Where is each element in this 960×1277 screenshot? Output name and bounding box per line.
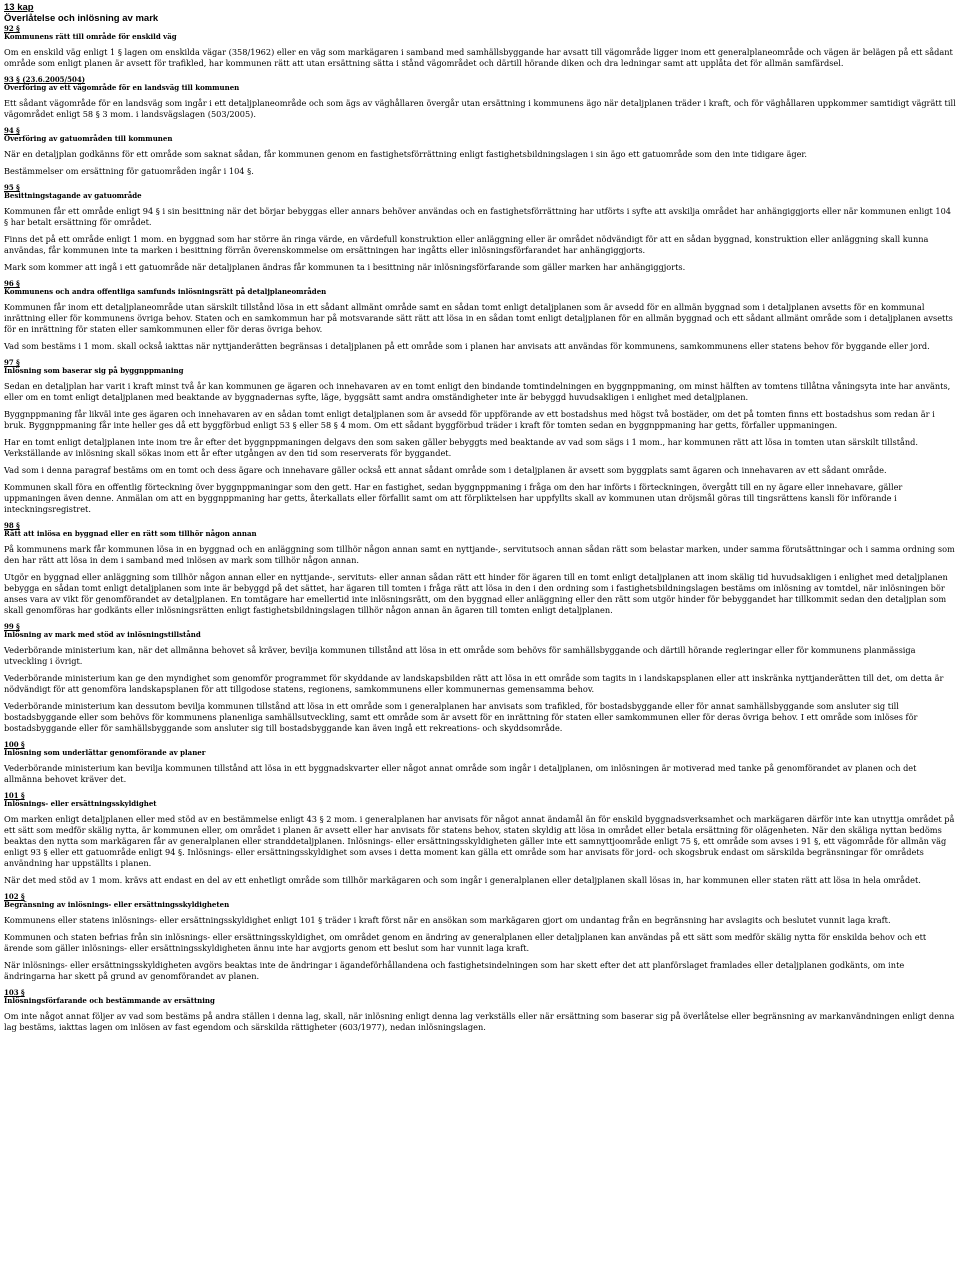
section-paragraph: Om en enskild väg enligt 1 § lagen om enskilda vägar (358/1962) eller en väg som markägaren i samband med samhällsbyggande har avsatt till vägområde ligger inom ett generalplaneområde och vägen är belägen på ett sådant område som enligt planen är avsett för trafikled, har kommunen rätt att utan ersättning sätta i stånd vägområdet och därtill hörande diken och dra ledningar samt att upplåta det för allmän samfärdsel. bbox=[4, 47, 953, 68]
section-number-link[interactable]: 103 § bbox=[4, 988, 25, 997]
section-number-link[interactable]: 100 § bbox=[4, 740, 25, 749]
section-paragraph: Vederbörande ministerium kan ge den myndighet som genomför programmet för skyddande av landskapsbilden rätt att lösa in ett område som tagits in i landskapsplanen eller att inskränka nyttjanderätten till det, om detta är nödvändigt för att genomföra landskapsplanen för att tillgodose statens, regionens, samkommunens eller kommunernas gemensamma behov. bbox=[4, 673, 944, 694]
sections-container bbox=[4, 25, 956, 1033]
section-heading: Inlösningsförfarande och bestämmande av ersättning bbox=[4, 996, 215, 1005]
section bbox=[4, 792, 956, 886]
section bbox=[4, 127, 956, 177]
section-paragraph: När en detaljplan godkänns för ett område som saknat sådan, får kommunen genom en fastighetsförrättning enligt fastighetsbildningslagen i sin ägo ett gatuområde som den inte tidigare äger. bbox=[4, 149, 808, 159]
section-number-link[interactable]: 98 § bbox=[4, 521, 20, 530]
section-number-link[interactable]: 97 § bbox=[4, 358, 20, 367]
section bbox=[4, 359, 956, 515]
section bbox=[4, 184, 956, 273]
section bbox=[4, 76, 956, 120]
section bbox=[4, 741, 956, 785]
section-number-link[interactable]: 96 § bbox=[4, 279, 20, 288]
section-heading: Överföring av ett vägområde för en landsväg till kommunen bbox=[4, 83, 240, 92]
section-paragraph: Kommunen får inom ett detaljplaneområde utan särskilt tillstånd lösa in ett sådant allmänt område samt en sådan tomt enligt detaljplanen som är avsedd för en allmän byggnad som i detaljplanen avsetts för en kommunal inrättning eller för kommunens övriga behov. Staten och en samkommun har på motsvarande sätt rätt att lösa in en sådan tomt enligt detaljplanen för en allmän byggnad och ett sådant allmänt område som i detaljplanen avsetts för en inrättning för staten eller samkommunen eller för deras övriga behov. bbox=[4, 302, 953, 334]
section-paragraph: Om inte något annat följer av vad som bestäms på andra ställen i denna lag, skall, när inlösning enligt denna lag verkställs eller när ersättning som baserar sig på överlåtelse eller begränsning av markanvändningen enligt denna lag bestäms, iakttas lagen om inlösen av fast egendom och särskilda rättigheter (603/1977), nedan inlösningslagen. bbox=[4, 1011, 955, 1032]
section-paragraph: Utgör en byggnad eller anläggning som tillhör någon annan eller en nyttjande-, servituts- eller annan sådan rätt ett hinder för ägaren till en tomt enligt detaljplanen att inom skälig tid huvudsakligen i enlighet med detaljplanen bebygga en sådan tomt enligt detaljplanen som inte är bebyggd på det sättet, har ägaren till tomten i fråga rätt att lösa in den i den ordning som i fastighetsbildningslagen bestäms om inlösning av tomtdel, när inlösningen bör anses vara av vikt för genomförandet av detaljplanen. En tomtägare har emellertid inte inlösningsrätt, om den byggnad eller anläggning eller den rätt som utgör hinder för bebyggandet har tillkommit sedan den detaljplan som skall genomföras har godkänts eller inlösningsrätten enligt fastighetsbildningslagen tillhör någon annan än ägaren till tomten enligt detaljplanen. bbox=[4, 572, 948, 615]
section-number-link[interactable]: 93 § (23.6.2005/504) bbox=[4, 75, 86, 84]
section-paragraph: När det med stöd av 1 mom. krävs att endast en del av ett enhetligt område som tillhör markägaren och som ingår i generalplanen eller detaljplanen skall lösas in, har kommunen eller staten rätt att lösa in hela området. bbox=[4, 875, 921, 885]
section-paragraph: Vederbörande ministerium kan dessutom bevilja kommunen tillstånd att lösa in ett område som i generalplanen har anvisats som trafikled, för bostadsbyggande eller för annat samhällsbyggande som ansluter sig till bostadsbyggande eller som behövs för kommunens planenliga samhällsutveckling, samt ett område som är avsett för en inrättning för staten eller samkommunen eller för deras övriga behov. I ett område som inlöses för bostadsbyggande eller för samhällsbyggande som ansluter sig till bostadsbyggande kan även ingå ett rekreations- och skyddsområde. bbox=[4, 701, 918, 733]
section-number-link[interactable]: 95 § bbox=[4, 183, 20, 192]
section-paragraph: Har en tomt enligt detaljplanen inte inom tre år efter det byggnppmaningen delgavs den som saken gäller bebyggts med beaktande av vad som sägs i 1 mom., har kommunen rätt att lösa in tomten utan särskilt tillstånd. Verkställande av inlösning skall sökas inom ett år efter utgången av den tid som reserverats för byggandet. bbox=[4, 437, 919, 458]
section-heading: Besittningstagande av gatuområde bbox=[4, 191, 142, 200]
section bbox=[4, 989, 956, 1033]
section-heading: Inlösning som underlättar genomförande av planer bbox=[4, 748, 206, 757]
section-paragraph: På kommunens mark får kommunen lösa in en byggnad och en anläggning som tillhör någon annan samt en nyttjande-, servitutsoch annan sådan rätt som belastar marken, under samma förutsättningar och i samma ordning som den har rätt att lösa in dem i samband med inlösen av mark som tillhör någon annan. bbox=[4, 544, 955, 565]
section-number-link[interactable]: 92 § bbox=[4, 24, 20, 33]
chapter-number: 13 kap bbox=[4, 2, 34, 13]
section bbox=[4, 280, 956, 352]
section-paragraph: Sedan en detaljplan har varit i kraft minst två år kan kommunen ge ägaren och innehavaren av en tomt enligt den bindande tomtindelningen en byggnppmaning, om minst hälften av tomtens tillåtna våningsyta inte har använts, eller om en tomt enligt detaljplanen med beaktande av byggnadernas syfte, läge, byggsätt samt andra omständigheter inte är bebyggd huvudsakligen i enlighet med detaljplanen. bbox=[4, 381, 951, 402]
section-paragraph: Bestämmelser om ersättning för gatuområden ingår i 104 §. bbox=[4, 166, 254, 176]
section-heading: Begränsning av inlösnings- eller ersättningsskyldigheten bbox=[4, 900, 230, 909]
section-heading: Rätt att inlösa en byggnad eller en rätt som tillhör någon annan bbox=[4, 529, 257, 538]
chapter-title: Överlåtelse och inlösning av mark bbox=[4, 13, 159, 24]
section-heading: Inlösning som baserar sig på byggnppmaning bbox=[4, 366, 184, 375]
section bbox=[4, 623, 956, 734]
section-heading: Inlösning av mark med stöd av inlösningstillstånd bbox=[4, 630, 201, 639]
section bbox=[4, 25, 956, 69]
section bbox=[4, 893, 956, 982]
section bbox=[4, 522, 956, 616]
section-paragraph: Ett sådant vägområde för en landsväg som ingår i ett detaljplaneområde och som ägs av väghållaren övergår utan ersättning i kommunens ägo när detaljplanen träder i kraft, och för väghållaren uppkommer samtidigt vägrätt till vägområdet enligt 58 § 3 mom. i landsvägslagen (503/2005). bbox=[4, 98, 956, 119]
section-number-link[interactable]: 102 § bbox=[4, 892, 25, 901]
section-heading: Kommunens rätt till område för enskild väg bbox=[4, 32, 177, 41]
section-heading: Kommunens och andra offentliga samfunds inlösningsrätt på detaljplaneområden bbox=[4, 287, 327, 296]
section-heading: Inlösnings- eller ersättningsskyldighet bbox=[4, 799, 157, 808]
section-number-link[interactable]: 94 § bbox=[4, 126, 20, 135]
section-number-link[interactable]: 99 § bbox=[4, 622, 20, 631]
section-paragraph: Byggnppmaning får likväl inte ges ägaren och innehavaren av en sådan tomt enligt detaljplanen som är avsedd för uppförande av ett bostadshus med högst två bostäder, om det på tomten finns ett bostadshus som redan är i bruk. Byggnppmaning får inte heller ges då ett byggförbud enligt 53 § eller 58 § 4 mom. Om ett sådant byggförbud träder i kraft för tomten sedan en byggnppmaning har getts, förfaller uppmaningen. bbox=[4, 409, 935, 430]
section-heading: Överföring av gatuområden till kommunen bbox=[4, 134, 173, 143]
section-paragraph: Vad som i denna paragraf bestäms om en tomt och dess ägare och innehavare gäller också ett annat sådant område som i detaljplanen är avsett som byggplats samt ägaren och innehavaren av ett sådant område. bbox=[4, 465, 887, 475]
section-number-link[interactable]: 101 § bbox=[4, 791, 25, 800]
section-paragraph: Om marken enligt detaljplanen eller med stöd av en bestämmelse enligt 43 § 2 mom. i generalplanen har anvisats för något annat ändamål än för enskild byggnadsverksamhet och markägaren därför inte kan utnyttja området på ett sätt som medför skälig nytta, är kommunen eller, om området i planen är avsett eller har anvisats för statens behov, staten skyldig att lösa in området eller betala ersättning för olägenheten. När den skäliga nyttan bedöms beaktas den nytta som markägaren får av generalplanen eller stranddetaljplanen. Inlösnings- eller ersättningsskyldigheten gäller inte ett samnyttjoområde enligt 75 §, ett område som avses i 91 §, ett vägområde för allmän väg enligt 93 § eller ett gatuområde enligt 94 §. Inlösnings- eller ersättningsskyldighet som avses i detta moment kan gälla ett område som har anvisats för jord- och skogsbruk endast om särskilda begränsningar för områdets användning har uppställts i planen. bbox=[4, 814, 955, 868]
section-paragraph: När inlösnings- eller ersättningsskyldigheten avgörs beaktas inte de ändringar i ägandeförhållandena och fastighetsindelningen som har skett efter det att planförslaget framlades eller detaljplanen godkänts, om inte ändringarna har skett på grund av genomförandet av planen. bbox=[4, 960, 905, 981]
section-paragraph: Kommunen får ett område enligt 94 § i sin besittning när det börjar bebyggas eller annars behöver användas och en fastighetsförrättning har utförts i syfte att avskilja området har anhängiggjorts eller när kommunen enligt 104 § har betalt ersättning för området. bbox=[4, 206, 951, 227]
section-paragraph: Finns det på ett område enligt 1 mom. en byggnad som har större än ringa värde, en värdefull konstruktion eller anläggning eller är området nödvändigt för att en sådan byggnad, konstruktion eller anläggning skall kunna användas, får kommunen inte ta marken i besittning förrän överenskommelse om ersättningen har ingåtts eller inlösningsförfarandet har anhängiggjorts. bbox=[4, 234, 929, 255]
section-paragraph: Kommunen och staten befrias från sin inlösnings- eller ersättningsskyldighet, om området genom en ändring av generalplanen eller detaljplanen kan användas på ett sätt som medför skälig nytta för enskilda behov och ett ärende som gäller inlösnings- eller ersättningsskyldigheten ännu inte har avgjorts genom ett beslut som har vunnit laga kraft. bbox=[4, 932, 927, 953]
section-paragraph: Mark som kommer att ingå i ett gatuområde när detaljplanen ändras får kommunen ta i besittning när inlösningsförfarande som gäller marken har anhängiggjorts. bbox=[4, 262, 686, 272]
section-paragraph: Vederbörande ministerium kan bevilja kommunen tillstånd att lösa in ett byggnadskvarter eller något annat område som ingår i detaljplanen, om inlösningen är motiverad med tanke på genomförandet av planen och det allmänna behovet kräver det. bbox=[4, 763, 917, 784]
section-paragraph: Vederbörande ministerium kan, när det allmänna behovet så kräver, bevilja kommunen tillstånd att lösa in ett område som behövs för samhällsbyggande och därtill hörande regleringar eller för kommunens planmässiga utveckling i övrigt. bbox=[4, 645, 916, 666]
section-paragraph: Vad som bestäms i 1 mom. skall också iakttas när nyttjanderätten begränsas i detaljplanen på ett område som i planen har anvisats att användas för kommunens, samkommunens eller statens behov för byggande eller jord. bbox=[4, 341, 930, 351]
section-paragraph: Kommunen skall föra en offentlig förteckning över byggnppmaningar som den gett. Har en fastighet, sedan byggnppmaning i fråga om den har införts i förteckningen, övergått till en ny ägare eller innehavare, gäller uppmaningen även denne. Anmälan om att en byggnppmaning har getts, återkallats eller förfallit samt om att förpliktelsen har uppfyllts skall av kommunen utan dröjsmål göras till tingsrättens kansli för införande i inteckningsregistret. bbox=[4, 482, 903, 514]
section-paragraph: Kommunens eller statens inlösnings- eller ersättningsskyldighet enligt 101 § träder i kraft först när en ansökan som markägaren gjort om undantag från en begränsning har avslagits och beslutet vunnit laga kraft. bbox=[4, 915, 891, 925]
